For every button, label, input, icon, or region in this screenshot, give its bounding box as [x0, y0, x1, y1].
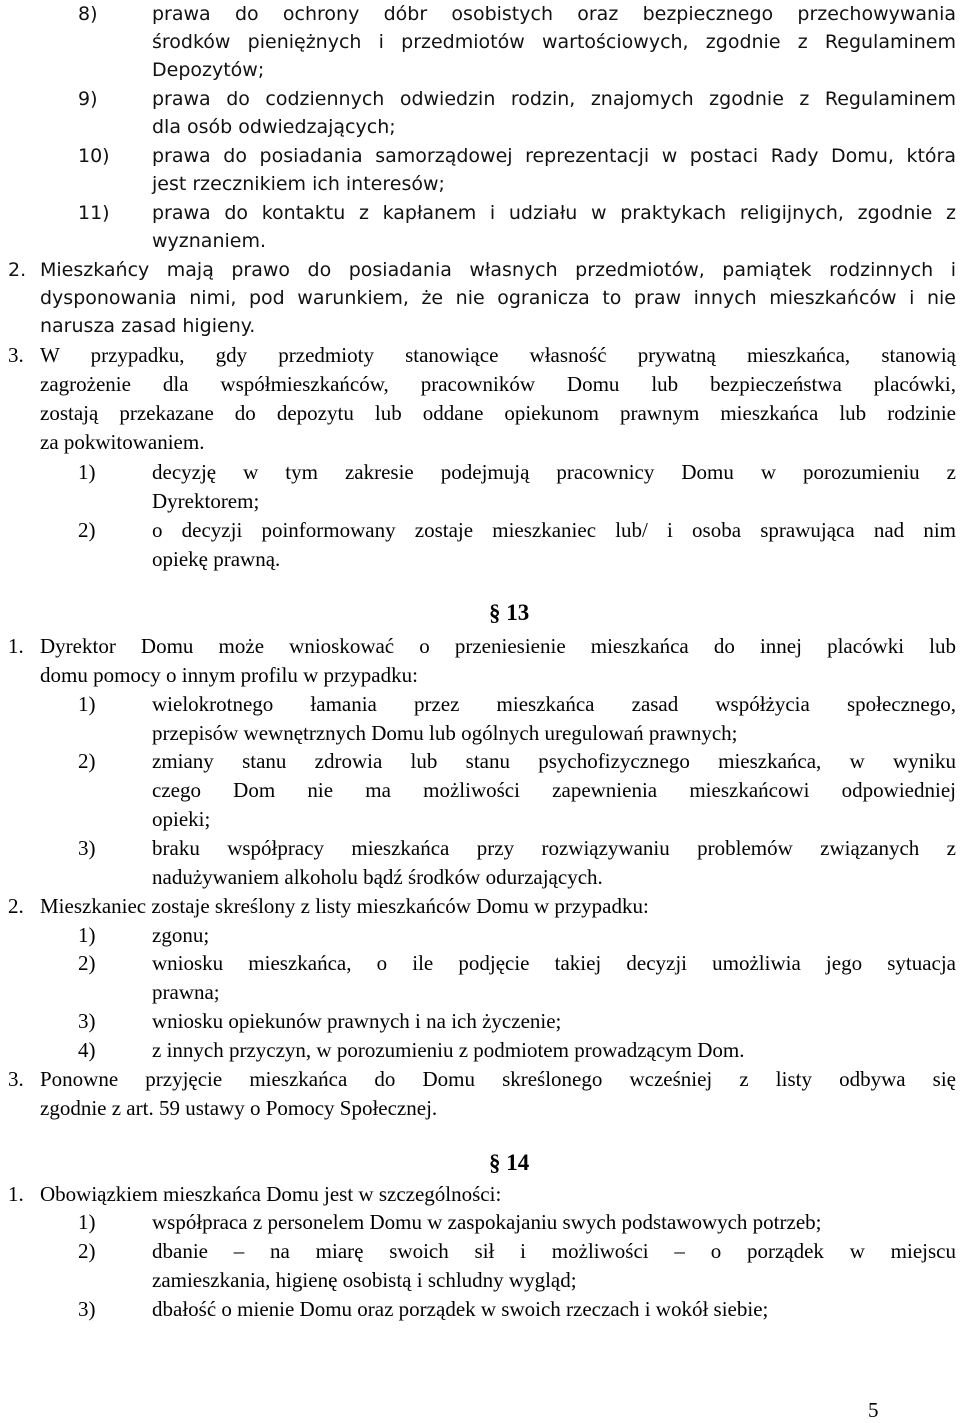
list-text: jest rzecznikiem ich interesów;	[152, 173, 445, 195]
list-number: 2)	[78, 951, 96, 975]
paragraph-text: Obowiązkiem mieszkańca Domu jest w szczególności:	[40, 1182, 502, 1206]
list-text: zgonu;	[152, 923, 210, 947]
section-heading: § 14	[489, 1150, 530, 1175]
list-number: 1)	[78, 692, 96, 716]
paragraph-text: zostają przekazane do depozytu lub oddane opiekunom prawnym mieszkańca lub rodzinie	[40, 401, 956, 425]
list-number: 2)	[78, 1239, 96, 1263]
paragraph-number: 3.	[8, 1067, 24, 1091]
list-number: 3)	[78, 1297, 96, 1321]
list-text: wniosku mieszkańca, o ile podjęcie takiej decyzji umożliwia jego sytuacja	[152, 951, 956, 975]
paragraph-text: Ponowne przyjęcie mieszkańca do Domu skreślonego wcześniej z listy odbywa się	[40, 1067, 956, 1091]
list-number: 1)	[78, 1210, 96, 1234]
page-number: 5	[868, 1398, 879, 1422]
list-text: dbałość o mienie Domu oraz porządek w swoich rzeczach i wokół siebie;	[152, 1297, 769, 1321]
list-text: prawa do codziennych odwiedzin rodzin, znajomych zgodnie z Regulaminem	[152, 88, 956, 110]
section-heading: § 13	[489, 600, 530, 625]
list-text: Depozytów;	[152, 59, 265, 81]
list-text: opiekę prawną.	[152, 547, 281, 571]
paragraph-text: domu pomocy o innym profilu w przypadku:	[40, 663, 418, 687]
list-text: Dyrektorem;	[152, 489, 260, 513]
paragraph-number: 1.	[8, 1182, 24, 1206]
list-text: wielokrotnego łamania przez mieszkańca zasad współżycia społecznego,	[152, 692, 956, 716]
list-text: o decyzji poinformowany zostaje mieszkaniec lub/ i osoba sprawująca nad nim	[152, 518, 956, 542]
list-number: 3)	[78, 1009, 96, 1033]
list-number: 2)	[78, 749, 96, 773]
paragraph-text: za pokwitowaniem.	[40, 430, 205, 454]
paragraph-number: 1.	[8, 634, 24, 658]
list-text: wyznaniem.	[152, 230, 266, 252]
list-text: zmiany stanu zdrowia lub stanu psychofizycznego mieszkańca, w wyniku	[152, 749, 956, 773]
list-text: zamieszkania, higienę osobistą i schludny wygląd;	[152, 1268, 577, 1292]
list-number: 8)	[78, 3, 98, 25]
list-text: nadużywaniem alkoholu bądź środków odurzających.	[152, 865, 603, 889]
list-number: 9)	[78, 88, 98, 110]
list-text: z innych przyczyn, w porozumieniu z podmiotem prowadzącym Dom.	[152, 1038, 745, 1062]
list-text: prawa do posiadania samorządowej reprezentacji w postaci Rady Domu, która	[152, 145, 956, 167]
paragraph-text: narusza zasad higieny.	[40, 315, 256, 337]
paragraph-text: Dyrektor Domu może wnioskować o przeniesienie mieszkańca do innej placówki lub	[40, 634, 956, 658]
list-text: prawa do ochrony dóbr osobistych oraz bezpiecznego przechowywania	[152, 3, 956, 25]
list-number: 1)	[78, 460, 96, 484]
list-number: 3)	[78, 836, 96, 860]
paragraph-text: Mieszkańcy mają prawo do posiadania własnych przedmiotów, pamiątek rodzinnych i	[40, 259, 956, 281]
list-text: współpraca z personelem Domu w zaspokajaniu swych podstawowych potrzeb;	[152, 1210, 822, 1234]
list-text: dla osób odwiedzających;	[152, 116, 396, 138]
list-text: przepisów wewnętrznych Domu lub ogólnych uregulowań prawnych;	[152, 721, 738, 745]
paragraph-number: 2.	[8, 894, 24, 918]
paragraph-text: zgodnie z art. 59 ustawy o Pomocy Społecznej.	[40, 1096, 438, 1120]
list-text: opieki;	[152, 807, 211, 831]
list-text: braku współpracy mieszkańca przy rozwiązywaniu problemów związanych z	[152, 836, 956, 860]
list-text: prawna;	[152, 980, 220, 1004]
list-text: decyzję w tym zakresie podejmują pracownicy Domu w porozumieniu z	[152, 460, 956, 484]
list-text: środków pieniężnych i przedmiotów wartościowych, zgodnie z Regulaminem	[152, 31, 956, 53]
list-number: 11)	[78, 202, 110, 224]
list-number: 1)	[78, 923, 96, 947]
paragraph-number: 3.	[8, 343, 24, 367]
list-number: 4)	[78, 1038, 96, 1062]
list-number: 2)	[78, 518, 96, 542]
list-text: wniosku opiekunów prawnych i na ich życzenie;	[152, 1009, 562, 1033]
paragraph-text: dysponowania nimi, pod warunkiem, że nie ogranicza to praw innych mieszkańców i nie	[40, 287, 956, 309]
list-text: prawa do kontaktu z kapłanem i udziału w praktykach religijnych, zgodnie z	[152, 202, 956, 224]
paragraph-text: W przypadku, gdy przedmioty stanowiące własność prywatną mieszkańca, stanowią	[40, 343, 956, 367]
list-text: dbanie – na miarę swoich sił i możliwości – o porządek w miejscu	[152, 1239, 956, 1263]
list-text: czego Dom nie ma możliwości zapewnienia mieszkańcowi odpowiedniej	[152, 778, 956, 802]
paragraph-number: 2.	[8, 259, 27, 281]
list-number: 10)	[78, 145, 110, 167]
paragraph-text: Mieszkaniec zostaje skreślony z listy mieszkańców Domu w przypadku:	[40, 894, 649, 918]
paragraph-text: zagrożenie dla współmieszkańców, pracowników Domu lub bezpieczeństwa placówki,	[40, 372, 956, 396]
